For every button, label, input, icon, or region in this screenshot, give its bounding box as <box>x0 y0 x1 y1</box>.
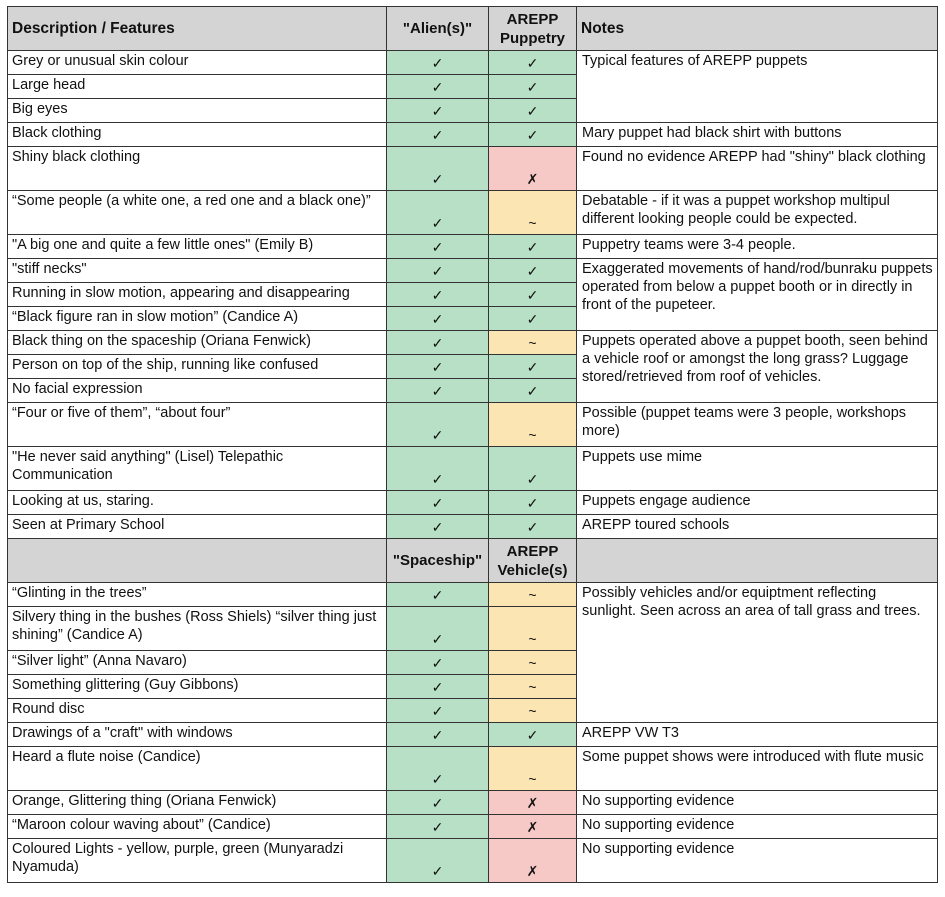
table-row <box>8 259 938 283</box>
description-cell: No facial expression <box>8 379 387 403</box>
description-cell: "stiff necks" <box>8 259 387 283</box>
evidence-table-container <box>7 6 938 883</box>
note-cell: AREPP VW T3 <box>577 723 938 747</box>
note-cell: No supporting evidence <box>577 815 938 839</box>
table-row <box>8 723 938 747</box>
header-arepp-puppetry: AREPP Puppetry <box>489 7 577 51</box>
table-row <box>8 583 938 607</box>
table-row <box>8 191 938 235</box>
aliens-check: ✓ <box>387 259 489 283</box>
description-cell: "He never said anything" (Lisel) Telepathic Communication <box>8 447 387 491</box>
description-cell: Orange, Glittering thing (Oriana Fenwick) <box>8 791 387 815</box>
spaceship-check: ✓ <box>387 651 489 675</box>
description-cell: Grey or unusual skin colour <box>8 51 387 75</box>
table-row <box>8 447 938 491</box>
note-cell: Some puppet shows were introduced with flute music <box>577 747 938 791</box>
table-row <box>8 51 938 75</box>
table-row <box>8 491 938 515</box>
description-cell: “Glinting in the trees” <box>8 583 387 607</box>
puppetry-check: ~ <box>489 191 577 235</box>
header-blank-notes <box>577 539 938 583</box>
puppetry-check: ✓ <box>489 379 577 403</box>
table-row <box>8 747 938 791</box>
puppetry-check: ✓ <box>489 51 577 75</box>
header-notes: Notes <box>577 7 938 51</box>
puppetry-check: ✓ <box>489 491 577 515</box>
description-cell: Silvery thing in the bushes (Ross Shiels) “silver thing just shining” (Candice A) <box>8 607 387 651</box>
aliens-check: ✓ <box>387 99 489 123</box>
spaceship-check: ✓ <box>387 815 489 839</box>
aliens-check: ✓ <box>387 515 489 539</box>
spaceship-check: ✓ <box>387 675 489 699</box>
header-spaceship: "Spaceship" <box>387 539 489 583</box>
spaceship-check: ✓ <box>387 583 489 607</box>
puppetry-check: ✓ <box>489 123 577 147</box>
note-cell: Debatable - if it was a puppet workshop multipul different looking people could be expected. <box>577 191 938 235</box>
note-cell: AREPP toured schools <box>577 515 938 539</box>
vehicle-check: ~ <box>489 583 577 607</box>
spaceship-check: ✓ <box>387 791 489 815</box>
description-cell: Big eyes <box>8 99 387 123</box>
note-cell: Possible (puppet teams were 3 people, workshops more) <box>577 403 938 447</box>
puppetry-check: ✓ <box>489 283 577 307</box>
puppetry-check: ✗ <box>489 147 577 191</box>
header-row-spaceship <box>8 539 938 583</box>
aliens-check: ✓ <box>387 191 489 235</box>
table-row <box>8 235 938 259</box>
description-cell: Heard a flute noise (Candice) <box>8 747 387 791</box>
description-cell: Coloured Lights - yellow, purple, green (Munyaradzi Nyamuda) <box>8 839 387 883</box>
puppetry-check: ✓ <box>489 99 577 123</box>
aliens-check: ✓ <box>387 331 489 355</box>
description-cell: Seen at Primary School <box>8 515 387 539</box>
description-cell: Shiny black clothing <box>8 147 387 191</box>
description-cell: Drawings of a "craft" with windows <box>8 723 387 747</box>
note-cell: No supporting evidence <box>577 791 938 815</box>
evidence-table <box>7 6 938 883</box>
vehicle-check: ~ <box>489 607 577 651</box>
description-cell: "A big one and quite a few little ones" (Emily B) <box>8 235 387 259</box>
header-aliens: "Alien(s)" <box>387 7 489 51</box>
puppetry-check: ~ <box>489 403 577 447</box>
table-row <box>8 147 938 191</box>
description-cell: Looking at us, staring. <box>8 491 387 515</box>
aliens-check: ✓ <box>387 447 489 491</box>
puppetry-check: ✓ <box>489 235 577 259</box>
note-cell: Puppetry teams were 3-4 people. <box>577 235 938 259</box>
vehicle-check: ✗ <box>489 839 577 883</box>
puppetry-check: ✓ <box>489 75 577 99</box>
description-cell: “Four or five of them”, “about four” <box>8 403 387 447</box>
aliens-check: ✓ <box>387 403 489 447</box>
puppetry-check: ~ <box>489 331 577 355</box>
description-cell: Black thing on the spaceship (Oriana Fenwick) <box>8 331 387 355</box>
table-row <box>8 815 938 839</box>
header-row-aliens <box>8 7 938 51</box>
vehicle-check: ✗ <box>489 791 577 815</box>
aliens-check: ✓ <box>387 75 489 99</box>
note-cell: Possibly vehicles and/or equiptment reflecting sunlight. Seen across an area of tall grass and trees. <box>577 583 938 723</box>
vehicle-check: ~ <box>489 651 577 675</box>
table-row <box>8 123 938 147</box>
description-cell: “Black figure ran in slow motion” (Candice A) <box>8 307 387 331</box>
table-row <box>8 839 938 883</box>
vehicle-check: ✓ <box>489 723 577 747</box>
aliens-check: ✓ <box>387 147 489 191</box>
aliens-check: ✓ <box>387 379 489 403</box>
aliens-check: ✓ <box>387 123 489 147</box>
puppetry-check: ✓ <box>489 515 577 539</box>
aliens-check: ✓ <box>387 355 489 379</box>
description-cell: Person on top of the ship, running like confused <box>8 355 387 379</box>
description-cell: Running in slow motion, appearing and disappearing <box>8 283 387 307</box>
spaceship-check: ✓ <box>387 723 489 747</box>
note-cell: Puppets engage audience <box>577 491 938 515</box>
aliens-check: ✓ <box>387 307 489 331</box>
vehicle-check: ~ <box>489 699 577 723</box>
aliens-check: ✓ <box>387 235 489 259</box>
description-cell: Black clothing <box>8 123 387 147</box>
vehicle-check: ~ <box>489 675 577 699</box>
puppetry-check: ✓ <box>489 447 577 491</box>
spaceship-check: ✓ <box>387 607 489 651</box>
header-description: Description / Features <box>8 7 387 51</box>
description-cell: Something glittering (Guy Gibbons) <box>8 675 387 699</box>
note-cell: Puppets use mime <box>577 447 938 491</box>
table-row <box>8 403 938 447</box>
table-row <box>8 331 938 355</box>
description-cell: Large head <box>8 75 387 99</box>
spaceship-check: ✓ <box>387 747 489 791</box>
description-cell: “Silver light” (Anna Navaro) <box>8 651 387 675</box>
note-cell: No supporting evidence <box>577 839 938 883</box>
header-blank <box>8 539 387 583</box>
note-cell: Puppets operated above a puppet booth, seen behind a vehicle roof or amongst the long grass? Luggage stored/retrieved from roof of vehicles. <box>577 331 938 403</box>
puppetry-check: ✓ <box>489 259 577 283</box>
note-cell: Typical features of AREPP puppets <box>577 51 938 123</box>
aliens-check: ✓ <box>387 283 489 307</box>
description-cell: “Maroon colour waving about” (Candice) <box>8 815 387 839</box>
spaceship-check: ✓ <box>387 839 489 883</box>
table-row <box>8 791 938 815</box>
aliens-check: ✓ <box>387 51 489 75</box>
header-arepp-vehicles: AREPP Vehicle(s) <box>489 539 577 583</box>
note-cell: Exaggerated movements of hand/rod/bunraku puppets operated from below a puppet booth or in directly in front of the pupeteer. <box>577 259 938 331</box>
vehicle-check: ~ <box>489 747 577 791</box>
description-cell: “Some people (a white one, a red one and a black one)” <box>8 191 387 235</box>
puppetry-check: ✓ <box>489 307 577 331</box>
description-cell: Round disc <box>8 699 387 723</box>
aliens-check: ✓ <box>387 491 489 515</box>
note-cell: Mary puppet had black shirt with buttons <box>577 123 938 147</box>
note-cell: Found no evidence AREPP had "shiny" black clothing <box>577 147 938 191</box>
vehicle-check: ✗ <box>489 815 577 839</box>
puppetry-check: ✓ <box>489 355 577 379</box>
spaceship-check: ✓ <box>387 699 489 723</box>
table-row <box>8 515 938 539</box>
